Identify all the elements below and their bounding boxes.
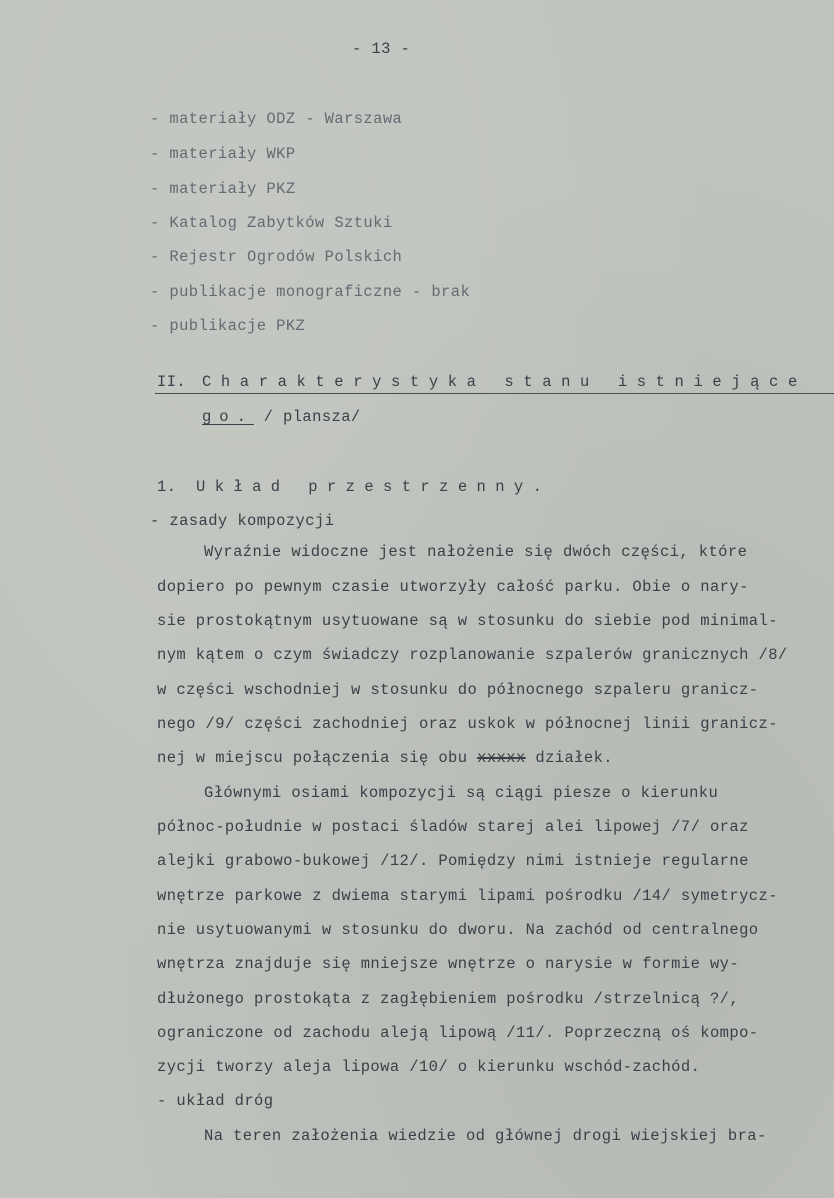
source-item: - materiały PKZ [150, 180, 296, 198]
page-number: - 13 - [352, 40, 411, 58]
body-line: sie prostokątnym usytuowane są w stosunku do siebie pod minimal- [157, 612, 778, 630]
body-line: Na teren założenia wiedzie od głównej drogi wiejskiej bra- [204, 1127, 767, 1145]
body-line: wnętrze parkowe z dwiema starymi lipami pośrodku /14/ symetrycz- [157, 887, 778, 905]
sub-heading: - układ dróg [157, 1092, 274, 1110]
source-item: - Katalog Zabytków Sztuki [150, 214, 393, 232]
body-line: nego /9/ części zachodniej oraz uskok w północnej linii granicz- [157, 715, 778, 733]
body-line [157, 749, 613, 767]
body-line: Wyraźnie widoczne jest nałożenie się dwóch części, które [204, 543, 748, 561]
source-item: - Rejestr Ogrodów Polskich [150, 248, 403, 266]
body-line: dłużonego prostokąta z zagłębieniem pośrodku /strzelnicą ?/, [157, 990, 740, 1008]
body-text: działek. [535, 749, 613, 767]
body-line: alejki grabowo-bukowej /12/. Pomiędzy nimi istnieje regularne [157, 852, 749, 870]
sub-heading: - zasady kompozycji [150, 512, 335, 530]
section-title-cont: go. [202, 408, 254, 426]
source-item: - materiały WKP [150, 145, 296, 163]
section-title-continuation [202, 408, 361, 426]
body-text: nej w miejscu połączenia się obu [157, 749, 468, 767]
struck-text: xxxxx [477, 749, 526, 767]
section-title: Charakterystyka stanu istniejące [202, 373, 807, 391]
subsection-title: Układ przestrzenny. [196, 478, 552, 496]
body-line: północ-południe w postaci śladów starej alei lipowej /7/ oraz [157, 818, 749, 836]
body-line: nie usytuowanymi w stosunku do dworu. Na zachód od centralnego [157, 921, 759, 939]
body-line: wnętrza znajduje się mniejsze wnętrze o narysie w formie wy- [157, 955, 740, 973]
body-line: ograniczone od zachodu aleją lipową /11/. Poprzeczną oś kompo- [157, 1024, 759, 1042]
heading-underline [155, 393, 834, 394]
body-line: Głównymi osiami kompozycji są ciągi piesze o kierunku [204, 784, 719, 802]
section-note: / plansza/ [263, 408, 361, 426]
source-item: - materiały ODZ - Warszawa [150, 110, 403, 128]
source-item: - publikacje PKZ [150, 317, 306, 335]
source-item: - publikacje monograficzne - brak [150, 283, 471, 301]
body-line: w części wschodniej w stosunku do północnego szpaleru granicz- [157, 681, 759, 699]
subsection-number: 1. [157, 478, 177, 496]
body-line: nym kątem o czym świadczy rozplanowanie szpalerów granicznych /8/ [157, 646, 788, 664]
body-line: dopiero po pewnym czasie utworzyły całość parku. Obie o nary- [157, 578, 749, 596]
body-line: zycji tworzy aleja lipowa /10/ o kierunku wschód-zachód. [157, 1058, 701, 1076]
section-number: II. [157, 373, 187, 391]
